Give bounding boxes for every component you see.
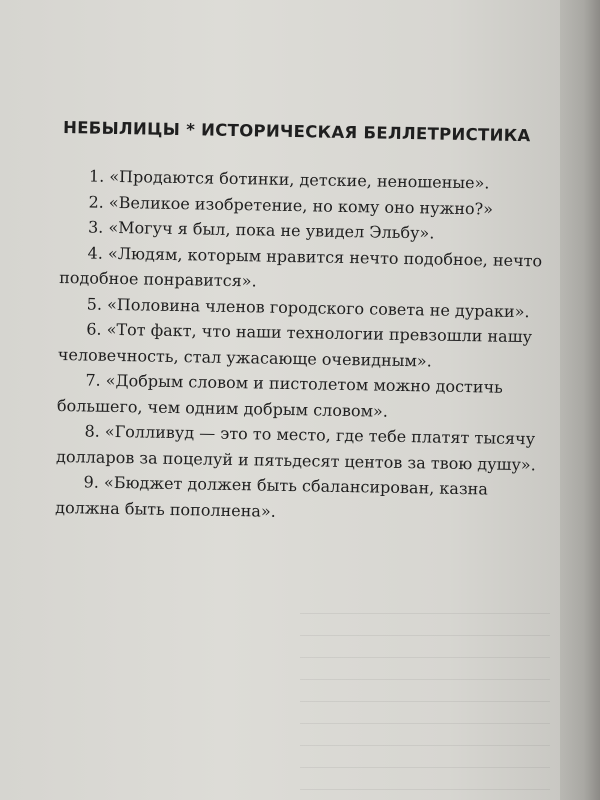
- quote-item-5: 5. «Половина членов городского совета не дураки».: [86, 293, 530, 321]
- quote-list: [55, 163, 561, 529]
- quote-item-4: 4. «Людям, которым нравится нечто подобное, нечто подобное понравится».: [59, 242, 543, 291]
- next-page-edge: [560, 0, 600, 800]
- page-title: НЕБЫЛИЦЫ * ИСТОРИЧЕСКАЯ БЕЛЛЕТРИСТИКА: [62, 118, 531, 146]
- page-content: [55, 118, 562, 529]
- quote-item-8: 8. «Голливуд — это то место, где тебе платят тысячу долларов за поцелуй и пятьдесят центов за твою душу».: [55, 421, 536, 474]
- quote-item-6: 6. «Тот факт, что наши технологии превзошли нашу человечность, стал ужасающе очевидным».: [57, 319, 533, 370]
- quote-item-1: 1. «Продаются ботинки, детские, неношеные».: [88, 166, 490, 193]
- quote-item-7: 7. «Добрым словом и пистолетом можно достичь большего, чем одним добрым словом».: [56, 370, 503, 421]
- quote-item-9: 9. «Бюджет должен быть сбалансирован, казна должна быть пополнена».: [55, 472, 489, 521]
- bleed-through-text: [300, 610, 550, 790]
- quote-item-2: 2. «Великое изобретение, но кому оно нужно?»: [88, 191, 494, 219]
- quote-item-3: 3. «Могуч я был, пока не увидел Эльбу».: [87, 217, 435, 243]
